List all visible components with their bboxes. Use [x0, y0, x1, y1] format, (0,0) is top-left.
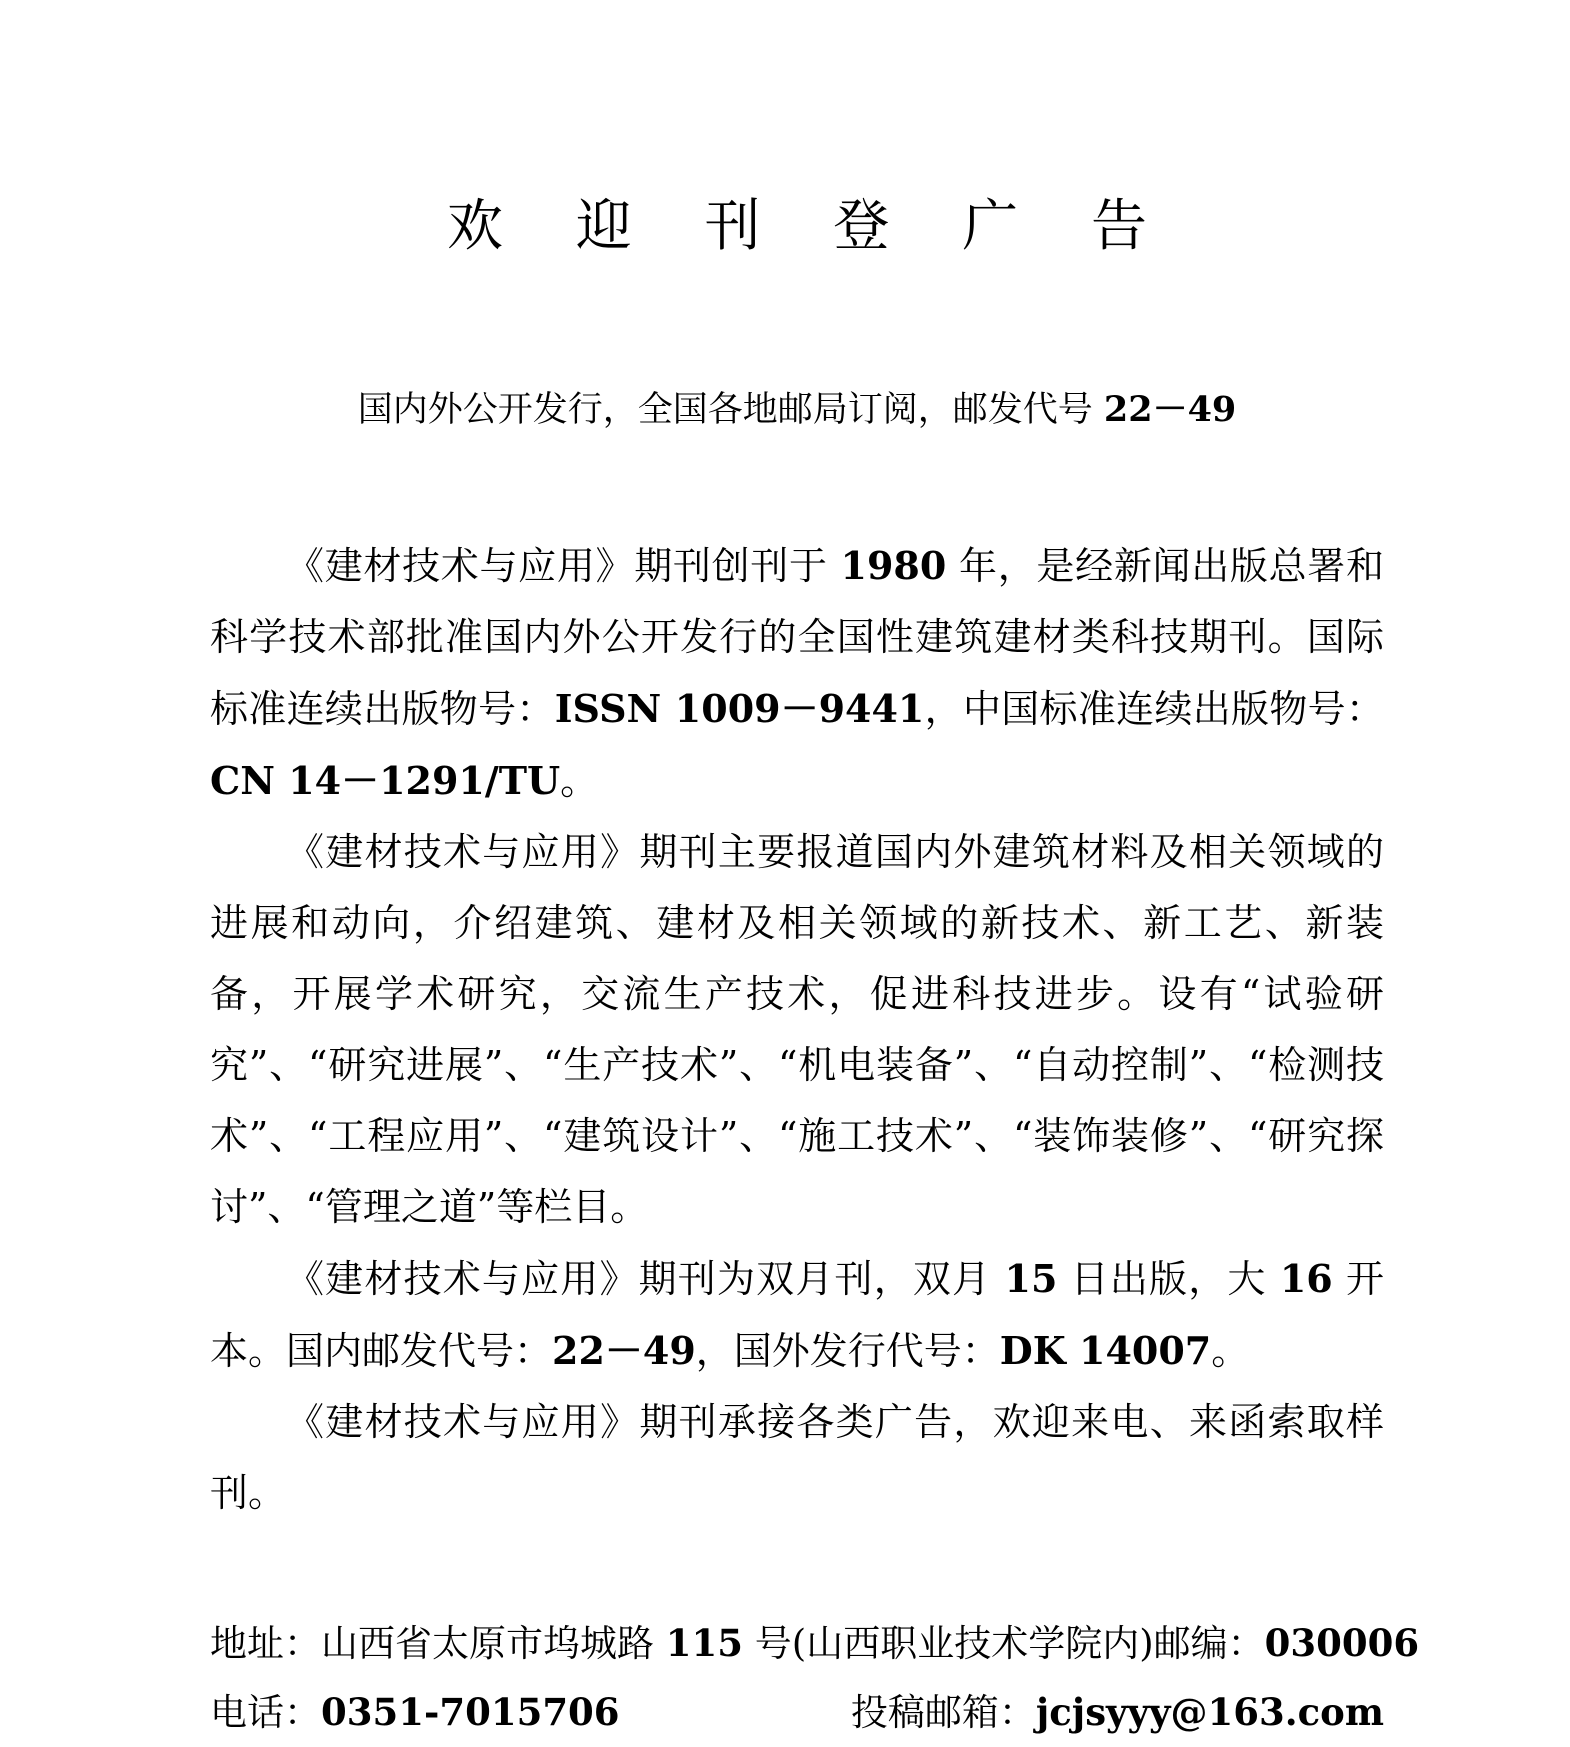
text-segment: 22－49 — [1103, 389, 1237, 430]
text-segment: 。 — [1211, 1329, 1250, 1373]
text-segment: DK 14007 — [999, 1328, 1212, 1373]
text-segment: ，中国标准连续出版物号： — [924, 687, 1384, 731]
text-segment: 1980 — [840, 543, 947, 588]
text-segment: 0351-7015706 — [321, 1690, 620, 1734]
paragraph-journal-scope — [210, 817, 1384, 1243]
text-segment: 15 — [1004, 1256, 1058, 1301]
text-segment: ISSN 1009－9441 — [554, 686, 925, 731]
footer-email — [851, 1678, 1384, 1747]
text-segment: 开本。国内邮发代号： — [210, 1257, 1384, 1373]
paragraph-publication-info — [210, 1243, 1384, 1387]
text-segment: 投稿邮箱： — [850, 1691, 1036, 1734]
text-segment: 030006 — [1264, 1621, 1420, 1665]
subtitle — [210, 387, 1384, 433]
page-title: 欢迎刊登广告 — [446, 194, 1220, 259]
text-segment: 地址：山西省太原市坞城路 — [210, 1622, 666, 1665]
text-segment: 国内外公开发行，全国各地邮局订阅，邮发代号 — [357, 390, 1104, 430]
text-segment: 。 — [560, 759, 599, 803]
text-segment: 日出版，大 — [1057, 1257, 1280, 1301]
footer-postcode — [1154, 1609, 1419, 1678]
text-segment: 号(山西职业技术学院内) — [743, 1622, 1154, 1665]
text-segment: ，国外发行代号： — [695, 1329, 1000, 1373]
footer-row-phone-email — [210, 1678, 1384, 1747]
text-segment: 邮编： — [1153, 1622, 1265, 1665]
text-segment: 电话： — [210, 1691, 321, 1734]
text-segment: 22－49 — [552, 1328, 696, 1373]
text-segment: 115 — [665, 1621, 743, 1665]
text-segment: 《建材技术与应用》期刊为双月刊，双月 — [286, 1257, 1005, 1301]
footer-phone — [210, 1678, 620, 1747]
body-text — [210, 530, 1384, 1529]
text-segment: 年，是经新闻出版总署和科学技术部批准国内外公开发行的全国性建筑建材类科技期刊。国际标准连续出版物号： — [210, 544, 1384, 731]
text-segment: jcjsyyy@163.com — [1035, 1690, 1384, 1734]
text-segment: 《建材技术与应用》期刊主要报道国内外建筑材料及相关领域的进展和动向，介绍建筑、建材及相关领域的新技术、新工艺、新装备，开展学术研究，交流生产技术，促进科技进步。设有“试验研究”、“研究进展”、“生产技术”、“机电装备”、“自动控制”、“检测技术”、“工程应用”、“建筑设计”、“施工技术”、“装饰装修”、“研究探讨”、“管理之道”等栏目。 — [210, 830, 1384, 1229]
text-segment: 16 — [1279, 1256, 1333, 1301]
text-segment: 《建材技术与应用》期刊承接各类广告，欢迎来电、来函索取样刊。 — [210, 1400, 1384, 1515]
paragraph-advertising — [210, 1387, 1384, 1529]
footer-address — [210, 1609, 1154, 1678]
text-segment: 《建材技术与应用》期刊创刊于 — [286, 544, 841, 588]
footer-contact — [210, 1609, 1420, 1747]
paragraph-journal-intro — [210, 530, 1384, 817]
text-segment: CN 14－1291/TU — [210, 758, 561, 803]
footer-row-address — [210, 1609, 1420, 1678]
